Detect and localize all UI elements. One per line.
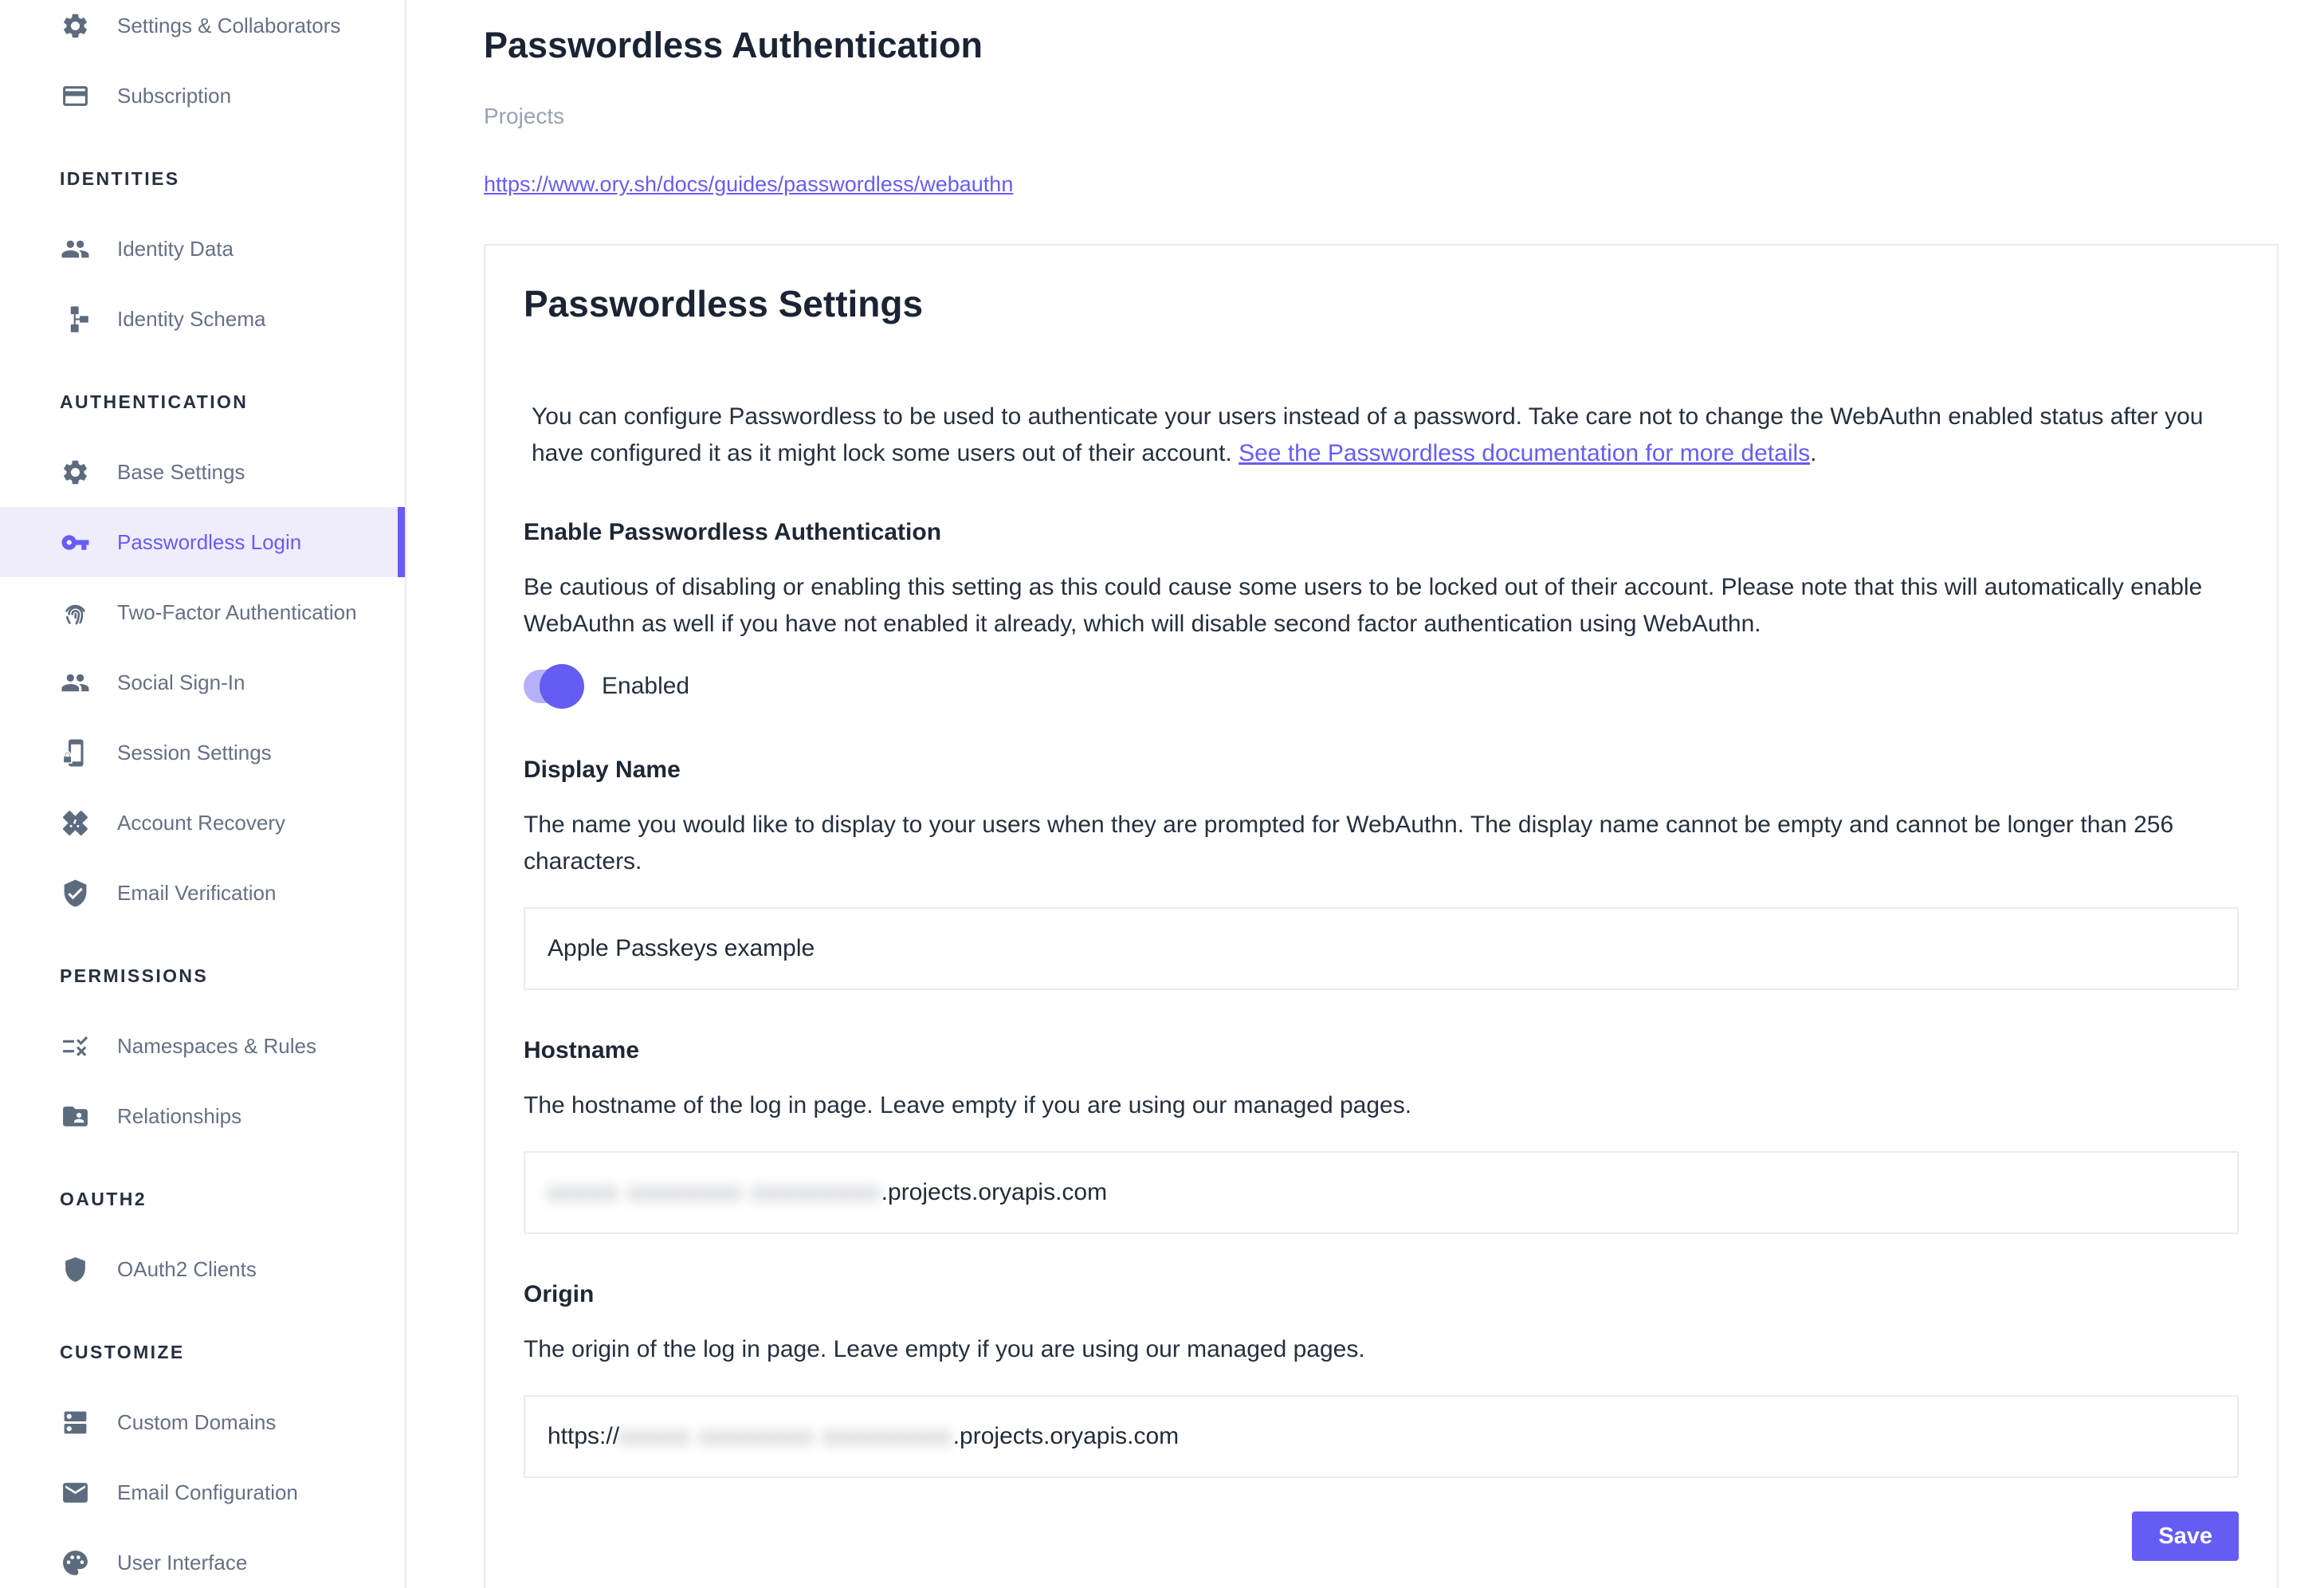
sidebar-item-subscription[interactable] (0, 61, 405, 131)
key-icon (60, 527, 90, 557)
passwordless-settings-card (484, 244, 2279, 1588)
sidebar-item-relationships[interactable] (0, 1081, 405, 1151)
sidebar-item-settings-collaborators[interactable] (0, 0, 405, 61)
toggle-label: Enabled (602, 673, 690, 699)
sidebar-item-label: Email Configuration (117, 1480, 298, 1504)
sidebar-item-label: Namespaces & Rules (117, 1033, 316, 1058)
sidebar-item-identity-data[interactable] (0, 214, 405, 284)
hostname-description: The hostname of the log in page. Leave empty if you are using our managed pages. (524, 1092, 1412, 1118)
enable-toggle-row (524, 663, 2239, 709)
display-name-value: Apple Passkeys example (548, 935, 815, 961)
sidebar-item-base-settings[interactable] (0, 437, 405, 507)
sidebar-item-label: Custom Domains (117, 1409, 277, 1434)
enable-passwordless-title: Enable Passwordless Authentication (524, 519, 942, 545)
sidebar-item-label: Account Recovery (117, 810, 285, 835)
sidebar-item-session-settings[interactable] (0, 717, 405, 788)
phone-lock-icon (60, 737, 90, 768)
hostname-redacted-value: xxxxx xxxxxxxx xxxxxxxxx (548, 1179, 881, 1205)
envelope-icon (60, 1477, 90, 1507)
passwordless-enabled-toggle[interactable] (524, 670, 579, 703)
palette-icon (60, 1547, 90, 1578)
users-icon (60, 234, 90, 264)
save-row (524, 1511, 2239, 1561)
sidebar-section-customize: CUSTOMIZE (60, 1341, 185, 1362)
sidebar-item-email-verification[interactable] (0, 858, 405, 928)
display-name-input[interactable] (524, 907, 2239, 990)
card-title: Passwordless Settings (524, 283, 924, 324)
display-name-title: Display Name (524, 757, 681, 783)
origin-description: The origin of the log in page. Leave empty if you are using our managed pages. (524, 1336, 1365, 1362)
sidebar-item-label: Session Settings (117, 740, 272, 765)
origin-title: Origin (524, 1281, 595, 1307)
origin-input[interactable] (524, 1395, 2239, 1478)
sidebar-item-label: Settings & Collaborators (117, 13, 341, 37)
card-intro-text (524, 399, 2239, 472)
passwordless-docs-link[interactable]: See the Passwordless documentation for more details (1239, 440, 1811, 466)
credit-card-icon (60, 81, 90, 111)
sidebar-item-label: Email Verification (117, 880, 277, 905)
webauthn-docs-link[interactable]: https://www.ory.sh/docs/guides/passwordless/webauthn (484, 172, 1014, 196)
sidebar-item-two-factor[interactable] (0, 577, 405, 647)
sidebar-item-oauth2-clients[interactable] (0, 1234, 405, 1304)
sidebar-item-label: Two-Factor Authentication (117, 599, 357, 624)
shield-check-icon (60, 878, 90, 908)
sidebar-item-label: Subscription (117, 83, 232, 108)
origin-suffix: .projects.oryapis.com (952, 1423, 1180, 1449)
sidebar-item-label: Identity Schema (117, 306, 266, 331)
sidebar-item-label: Social Sign-In (117, 670, 245, 694)
hostname-input[interactable] (524, 1151, 2239, 1234)
sidebar-item-email-configuration[interactable] (0, 1457, 405, 1527)
sidebar-item-label: Passwordless Login (117, 529, 302, 554)
sidebar-item-namespaces-rules[interactable] (0, 1011, 405, 1081)
sidebar-item-custom-domains[interactable] (0, 1387, 405, 1457)
sidebar-item-label: Identity Data (117, 236, 234, 261)
sidebar-item-label: Relationships (117, 1103, 242, 1128)
healing-icon (60, 808, 90, 838)
sidebar-section-permissions: PERMISSIONS (60, 965, 209, 986)
sidebar (0, 0, 406, 1588)
sidebar-item-label: OAuth2 Clients (117, 1256, 257, 1281)
hostname-suffix: .projects.oryapis.com (881, 1179, 1108, 1205)
sidebar-item-social-sign-in[interactable] (0, 647, 405, 717)
save-button[interactable]: Save (2132, 1511, 2239, 1561)
display-name-description: The name you would like to display to your users when they are prompted for WebAuthn. The display name cannot be empty and cannot be longer than 256 characters. (524, 812, 2174, 875)
breadcrumb: Projects (484, 104, 565, 128)
sidebar-item-label: User Interface (117, 1550, 248, 1574)
sidebar-item-passwordless-login[interactable] (0, 507, 405, 577)
sidebar-nav-list (0, 0, 405, 1588)
server-icon (60, 1407, 90, 1437)
folder-user-icon (60, 1101, 90, 1131)
sidebar-section-oauth2: OAUTH2 (60, 1188, 147, 1209)
shield-icon (60, 1254, 90, 1284)
fingerprint-icon (60, 597, 90, 627)
origin-prefix: https:// (548, 1423, 620, 1449)
sidebar-item-label: Base Settings (117, 459, 245, 484)
main-content (406, 0, 2324, 1588)
rule-list-icon (60, 1031, 90, 1061)
page-title: Passwordless Authentication (484, 25, 983, 65)
schema-icon (60, 304, 90, 334)
hostname-title: Hostname (524, 1037, 640, 1063)
origin-redacted-value: xxxxx xxxxxxxx xxxxxxxxx (619, 1423, 953, 1449)
gear-icon (60, 457, 90, 487)
sidebar-item-identity-schema[interactable] (0, 284, 405, 354)
users-icon (60, 667, 90, 698)
intro-suffix: . (1810, 440, 1817, 466)
sidebar-section-identities: IDENTITIES (60, 167, 180, 189)
sidebar-section-authentication: AUTHENTICATION (60, 391, 249, 412)
gear-icon (60, 10, 90, 41)
enable-passwordless-description: Be cautious of disabling or enabling this setting as this could cause some users to be locked out of their account. Please note that this will automatically enable WebAuthn as well if you have not enabled it already, which will disable second factor authentication using WebAuthn. (524, 574, 2203, 637)
sidebar-item-user-interface[interactable] (0, 1527, 405, 1588)
sidebar-item-account-recovery[interactable] (0, 788, 405, 858)
toggle-knob (540, 664, 584, 709)
intro-text: You can configure Passwordless to be used to authenticate your users instead of a password. Take care not to change the WebAuthn enabled status after you have configured it as it might lock some users out of their account. (532, 403, 2204, 466)
